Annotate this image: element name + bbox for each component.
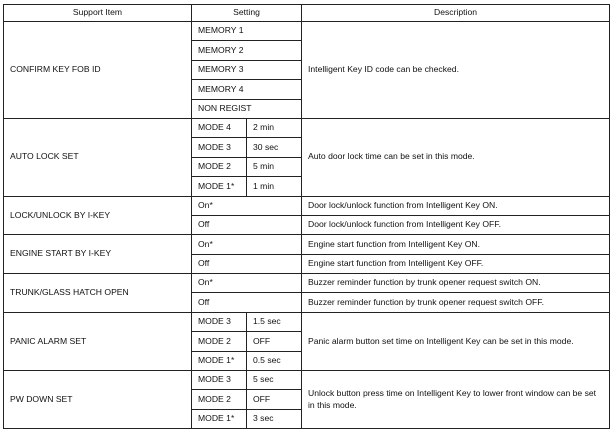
setting-off: Off bbox=[192, 215, 302, 234]
setting-on: On* bbox=[192, 196, 302, 215]
item-pw-down-set: PW DOWN SET bbox=[4, 371, 192, 429]
pw-down-mode: MODE 2 bbox=[192, 390, 247, 409]
header-description: Description bbox=[302, 5, 610, 22]
panic-mode: MODE 1* bbox=[192, 351, 247, 370]
support-item-table bbox=[3, 4, 610, 429]
header-support-item: Support Item bbox=[4, 5, 192, 22]
item-auto-lock-set: AUTO LOCK SET bbox=[4, 118, 192, 196]
table-row bbox=[4, 118, 610, 137]
panic-value: 0.5 sec bbox=[247, 351, 302, 370]
item-trunk-glass-hatch-open: TRUNK/GLASS HATCH OPEN bbox=[4, 274, 192, 313]
setting-memory-1: MEMORY 1 bbox=[192, 22, 302, 41]
table-row bbox=[4, 274, 610, 293]
desc-lock-unlock-off: Door lock/unlock function from Intelligent Key OFF. bbox=[302, 215, 610, 234]
table-row bbox=[4, 312, 610, 331]
desc-confirm-key-fob-id: Intelligent Key ID code can be checked. bbox=[302, 22, 610, 119]
auto-lock-value: 1 min bbox=[247, 177, 302, 196]
pw-down-mode: MODE 1* bbox=[192, 409, 247, 428]
auto-lock-value: 2 min bbox=[247, 118, 302, 137]
table-row bbox=[4, 371, 610, 390]
panic-mode: MODE 3 bbox=[192, 312, 247, 331]
table-row bbox=[4, 22, 610, 41]
pw-down-value: 3 sec bbox=[247, 409, 302, 428]
desc-engine-start-off: Engine start function from Intelligent Key OFF. bbox=[302, 254, 610, 273]
pw-down-value: 5 sec bbox=[247, 371, 302, 390]
pw-down-value: OFF bbox=[247, 390, 302, 409]
setting-off: Off bbox=[192, 254, 302, 273]
desc-auto-lock-set: Auto door lock time can be set in this mode. bbox=[302, 118, 610, 196]
setting-on: On* bbox=[192, 235, 302, 254]
desc-lock-unlock-on: Door lock/unlock function from Intelligent Key ON. bbox=[302, 196, 610, 215]
setting-memory-3: MEMORY 3 bbox=[192, 60, 302, 79]
desc-engine-start-on: Engine start function from Intelligent Key ON. bbox=[302, 235, 610, 254]
auto-lock-value: 5 min bbox=[247, 157, 302, 176]
item-engine-start-by-i-key: ENGINE START BY I-KEY bbox=[4, 235, 192, 274]
desc-pw-down-set: Unlock button press time on Intelligent Key to lower front window can be set in this mode. bbox=[302, 371, 610, 429]
auto-lock-mode: MODE 1* bbox=[192, 177, 247, 196]
setting-off: Off bbox=[192, 293, 302, 312]
panic-mode: MODE 2 bbox=[192, 332, 247, 351]
pw-down-mode: MODE 3 bbox=[192, 371, 247, 390]
item-lock-unlock-by-i-key: LOCK/UNLOCK BY I-KEY bbox=[4, 196, 192, 235]
header-row bbox=[4, 5, 610, 22]
auto-lock-mode: MODE 3 bbox=[192, 138, 247, 157]
table-row bbox=[4, 235, 610, 254]
desc-trunk-off: Buzzer reminder function by trunk opener request switch OFF. bbox=[302, 293, 610, 312]
desc-trunk-on: Buzzer reminder function by trunk opener request switch ON. bbox=[302, 274, 610, 293]
header-setting: Setting bbox=[192, 5, 302, 22]
auto-lock-value: 30 sec bbox=[247, 138, 302, 157]
panic-value: 1.5 sec bbox=[247, 312, 302, 331]
desc-panic-alarm-set: Panic alarm button set time on Intelligent Key can be set in this mode. bbox=[302, 312, 610, 370]
item-confirm-key-fob-id: CONFIRM KEY FOB ID bbox=[4, 22, 192, 119]
setting-non-regist: NON REGIST bbox=[192, 99, 302, 118]
table-row bbox=[4, 196, 610, 215]
setting-memory-2: MEMORY 2 bbox=[192, 41, 302, 60]
auto-lock-mode: MODE 2 bbox=[192, 157, 247, 176]
setting-memory-4: MEMORY 4 bbox=[192, 80, 302, 99]
setting-on: On* bbox=[192, 274, 302, 293]
page bbox=[3, 4, 609, 429]
auto-lock-mode: MODE 4 bbox=[192, 118, 247, 137]
item-panic-alarm-set: PANIC ALARM SET bbox=[4, 312, 192, 370]
panic-value: OFF bbox=[247, 332, 302, 351]
